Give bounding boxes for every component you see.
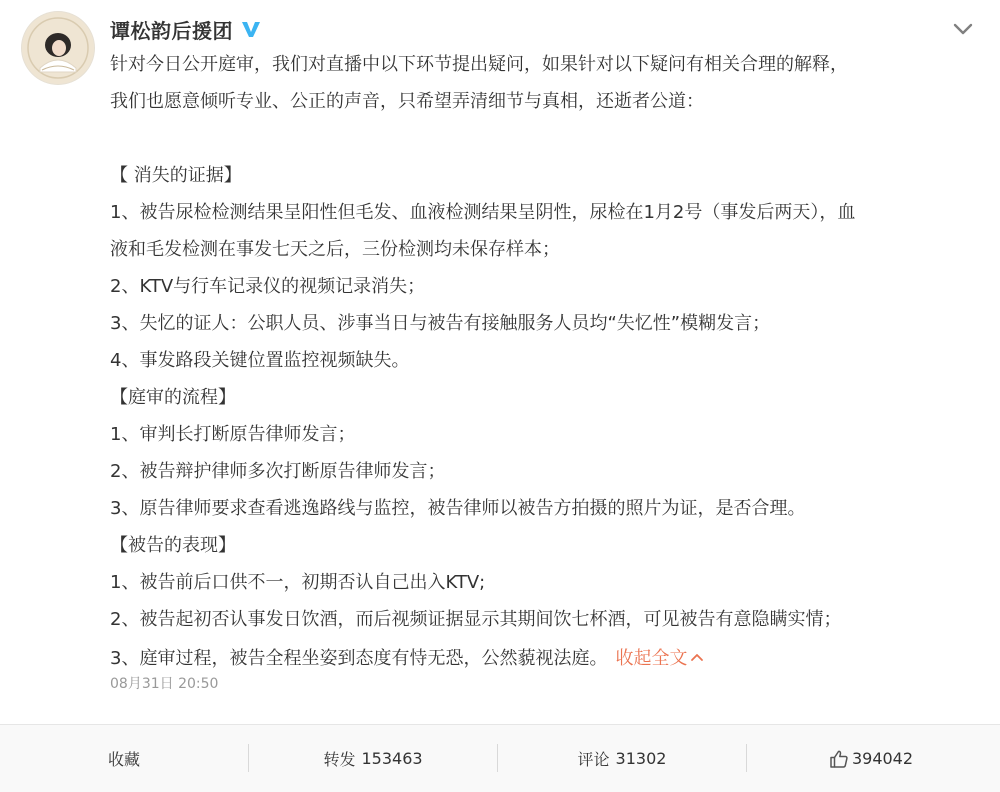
avatar[interactable] — [22, 12, 94, 84]
collapse-link[interactable] — [615, 648, 704, 669]
favorite-button[interactable] — [0, 725, 248, 792]
like-count: 394042 — [851, 749, 914, 768]
repost-button[interactable] — [249, 725, 497, 792]
favorite-label: 收藏 — [107, 750, 140, 769]
chevron-down-icon[interactable] — [950, 18, 976, 40]
comment-count: 31302 — [615, 749, 667, 768]
post-paragraph: 液和毛发检测在事发七天之后，三份检测均未保存样本； — [110, 239, 560, 260]
post-paragraph: 【被告的表现】 — [110, 535, 236, 556]
post-paragraph: 2、被告辩护律师多次打断原告律师发言； — [110, 461, 446, 482]
post-paragraph: 3、原告律师要求查看逃逸路线与监控，被告律师以被告方拍摄的照片为证，是否合理。 — [110, 498, 806, 519]
post-paragraph: 【 消失的证据】 — [110, 165, 242, 186]
collapse-label: 收起全文 — [615, 648, 688, 669]
post-paragraph: 2、KTV与行车记录仪的视频记录消失； — [110, 276, 426, 297]
chevron-up-icon — [690, 638, 704, 648]
repost-label: 转发 — [323, 750, 356, 769]
author-name[interactable]: 谭松韵后援团 — [110, 18, 233, 43]
action-bar — [0, 725, 1000, 792]
post-content — [110, 46, 972, 677]
post-last-paragraph — [110, 638, 972, 677]
repost-count: 153463 — [361, 749, 423, 768]
like-button[interactable] — [747, 725, 995, 792]
post-paragraph: 2、被告起初否认事发日饮酒，而后视频证据显示其期间饮七杯酒，可见被告有意隐瞒实情； — [110, 609, 842, 630]
post-paragraph: 1、被告尿检检测结果呈阳性但毛发、血液检测结果呈阴性，尿检在1月2号（事发后两天），血 — [110, 202, 856, 223]
post-paragraph — [110, 120, 972, 157]
post-paragraph: 4、事发路段关键位置监控视频缺失。 — [110, 350, 410, 371]
avatar-image — [22, 12, 94, 84]
post-paragraph: 我们也愿意倾听专业、公正的声音，只希望弄清细节与真相，还逝者公道： — [110, 91, 704, 112]
post-paragraph: 1、审判长打断原告律师发言； — [110, 424, 356, 445]
post-paragraph: 针对今日公开庭审，我们对直播中以下环节提出疑问，如果针对以下疑问有相关合理的解释， — [110, 54, 848, 75]
comment-label: 评论 — [577, 750, 610, 769]
post-paragraph: 【庭审的流程】 — [110, 387, 236, 408]
post-paragraph: 1、被告前后口供不一，初期否认自己出入KTV; — [110, 572, 486, 593]
post-paragraph-text: 3、庭审过程，被告全程坐姿到态度有恃无恐，公然藐视法庭。 — [110, 648, 608, 669]
post-paragraph: 3、失忆的证人：公职人员、涉事当日与被告有接触服务人员均“失忆性”模糊发言； — [110, 313, 771, 334]
author-row — [110, 14, 262, 44]
verified-badge-icon — [240, 18, 262, 40]
thumbs-up-icon — [829, 749, 849, 769]
comment-button[interactable] — [498, 725, 746, 792]
post-timestamp[interactable]: 08月31日 20:50 — [110, 676, 219, 692]
